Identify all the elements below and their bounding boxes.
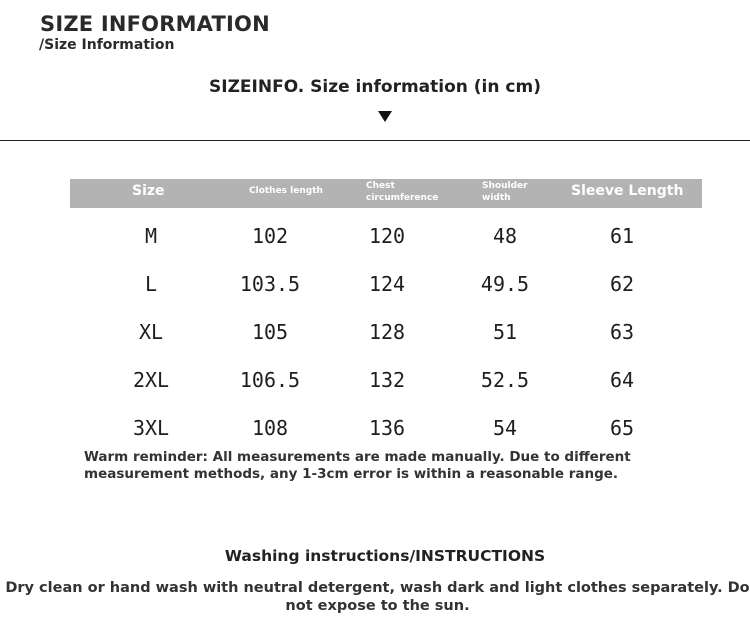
table-cell-shoulder: 48 xyxy=(492,224,518,248)
table-cell-shoulder: 51 xyxy=(492,320,518,344)
table-cell-clothes-length: 102 xyxy=(251,224,289,248)
table-cell-size: 2XL xyxy=(132,368,170,392)
column-header-clothes-length: Clothes length xyxy=(249,186,323,196)
table-cell-size: 3XL xyxy=(132,416,170,440)
washing-title: Washing instructions/INSTRUCTIONS xyxy=(224,547,546,565)
table-cell-chest: 120 xyxy=(368,224,406,248)
table-cell-chest: 132 xyxy=(368,368,406,392)
table-cell-chest: 136 xyxy=(368,416,406,440)
column-header-sleeve-length: Sleeve Length xyxy=(571,183,684,199)
table-cell-clothes-length: 108 xyxy=(251,416,289,440)
table-cell-chest: 128 xyxy=(368,320,406,344)
page-title: SIZE INFORMATION xyxy=(40,12,270,36)
table-cell-shoulder: 52.5 xyxy=(480,368,530,392)
page-subtitle: /Size Information xyxy=(39,37,175,53)
down-arrow-icon xyxy=(378,111,392,122)
column-header-shoulder-width: Shoulder width xyxy=(482,181,528,203)
column-header-chest-circumference: Chest circumference xyxy=(366,181,439,203)
table-cell-clothes-length: 105 xyxy=(251,320,289,344)
table-cell-sleeve: 64 xyxy=(609,368,635,392)
column-header-size: Size xyxy=(132,183,165,199)
table-cell-size: XL xyxy=(138,320,164,344)
table-cell-shoulder: 49.5 xyxy=(480,272,530,296)
table-header xyxy=(70,179,702,208)
table-cell-sleeve: 65 xyxy=(609,416,635,440)
measurement-note: Warm reminder: All measurements are made manually. Due to different measurement methods, any 1-3cm error is within a reasonable range. xyxy=(84,449,631,482)
section-heading: SIZEINFO. Size information (in cm) xyxy=(209,77,541,97)
table-cell-sleeve: 63 xyxy=(609,320,635,344)
table-cell-sleeve: 61 xyxy=(609,224,635,248)
divider xyxy=(0,140,750,141)
table-cell-shoulder: 54 xyxy=(492,416,518,440)
table-cell-clothes-length: 106.5 xyxy=(239,368,301,392)
table-cell-chest: 124 xyxy=(368,272,406,296)
table-cell-size: L xyxy=(144,272,158,296)
table-cell-clothes-length: 103.5 xyxy=(239,272,301,296)
washing-text: Dry clean or hand wash with neutral detergent, wash dark and light clothes separately. Do not expose to the sun. xyxy=(5,580,750,614)
table-cell-sleeve: 62 xyxy=(609,272,635,296)
table-cell-size: M xyxy=(144,224,158,248)
